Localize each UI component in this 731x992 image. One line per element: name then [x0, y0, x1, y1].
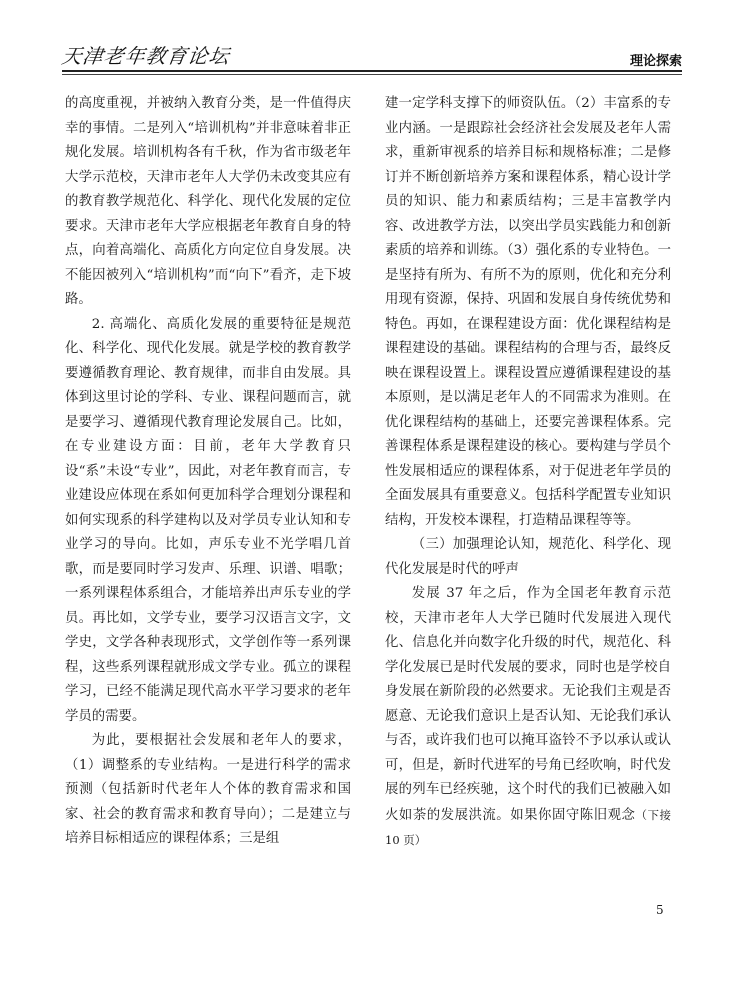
continued-note: （下接 10 页） — [385, 807, 671, 847]
header-rule-thick — [62, 70, 682, 72]
section-heading: （三）加强理论认知，规范化、科学化、现代化发展是时代的呼声 — [385, 537, 671, 577]
paragraph: 为此，要根据社会发展和老年人的要求，（1）调整系的专业结构。一是进行科学的需求预测（包括新时代老年人个体的教育需求和国家、社会的教育需求和教育导向）；二是建立与培养目标相适应的课程体系；三是组 — [65, 733, 351, 846]
section-label: 理论探索 — [629, 54, 682, 69]
paragraph-text: 发展 37 年之后，作为全国老年教育示范校，天津市老年人大学已随时代发展进入现代化、信息化并向数字化升级的时代，规范化、科学化发展已是时代发展的要求，同时也是学校自身发展在新阶段的必然要求。无论我们主观是否愿意、无论我们意识上是否认知、无论我们承认与否，或许我们也可以掩耳盗铃不予以承认或认可，但是，新时代进军的号角已经吹响，时代发展的列车已经疾驰，这个时代的我们已被融入如火如荼的发展洪流。如果你固守陈旧观念 — [385, 586, 671, 823]
journal-title: 天津老年教育论坛 — [60, 44, 232, 68]
page-number: 5 — [656, 903, 664, 917]
paragraph: 2. 高端化、高质化发展的重要特征是规范化、科学化、现代化发展。就是学校的教育教学要遵循教育理论、教育规律，而非自由发展。具体到这里讨论的学科、专业、课程问题而言，就是要学习、遵循现代教育理论发展自己。比如，在专业建设方面：目前，老年大学教育只设“系”未设“专业”，因此，对老年教育而言，专业建设应体现在系如何更加科学合理划分课程和如何实现系的科学建构以及对学员专业认知和专业学习的导向。比如，声乐专业不光学唱几首歌，而是要同时学习发声、乐理、识谱、唱歌；一系列课程体系组合，才能培养出声乐专业的学员。再比如，文学专业，要学习汉语言文字，文学史，文学各种表现形式，文学创作等一系列课程，这些系列课程就形成文学专业。孤立的课程学习，已经不能满足现代高水平学习要求的老年学员的需要。 — [65, 316, 351, 724]
right-column — [385, 92, 671, 854]
paragraph: 的高度重视，并被纳入教育分类，是一件值得庆幸的事情。二是列入“培训机构”并非意味着非正规化发展。培训机构各有千秋，作为省市级老年大学示范校，天津市老年人大学仍未改变其应有的教育教学规范化、科学化、现代化发展的定位要求。天津市老年大学应根据老年教育自身的特点，向着高端化、高质化方向定位自身发展。决不能因被列入“培训机构”而“向下”看齐，走下坡路。 — [65, 96, 351, 307]
paragraph — [385, 582, 671, 854]
page-header — [62, 38, 682, 78]
paragraph: 建一定学科支撑下的师资队伍。（2）丰富系的专业内涵。一是跟踪社会经济社会发展及老年人需求，重新审视系的培养目标和规格标准；二是修订并不断创新培养方案和课程体系，精心设计学员的知识、能力和素质结构；三是丰富教学内容、改进教学方法，以突出学员实践能力和创新素质的培养和训练。（3）强化系的专业特色。一是坚持有所为、有所不为的原则，优化和充分利用现有资源，保持、巩固和发展自身传统优势和特色。再如，在课程建设方面：优化课程结构是课程建设的基础。课程结构的合理与否，最终反映在课程设置上。课程设置应遵循课程建设的基本原则，是以满足老年人的不同需求为准则。在优化课程结构的基础上，还要完善课程体系。完善课程体系是课程建设的核心。要构建与学员个性发展相适应的课程体系，对于促进老年学员的全面发展具有重要意义。包括科学配置专业知识结构，开发校本课程，打造精品课程等等。 — [385, 96, 671, 528]
left-column — [65, 92, 351, 852]
header-rule-thin — [62, 74, 682, 75]
